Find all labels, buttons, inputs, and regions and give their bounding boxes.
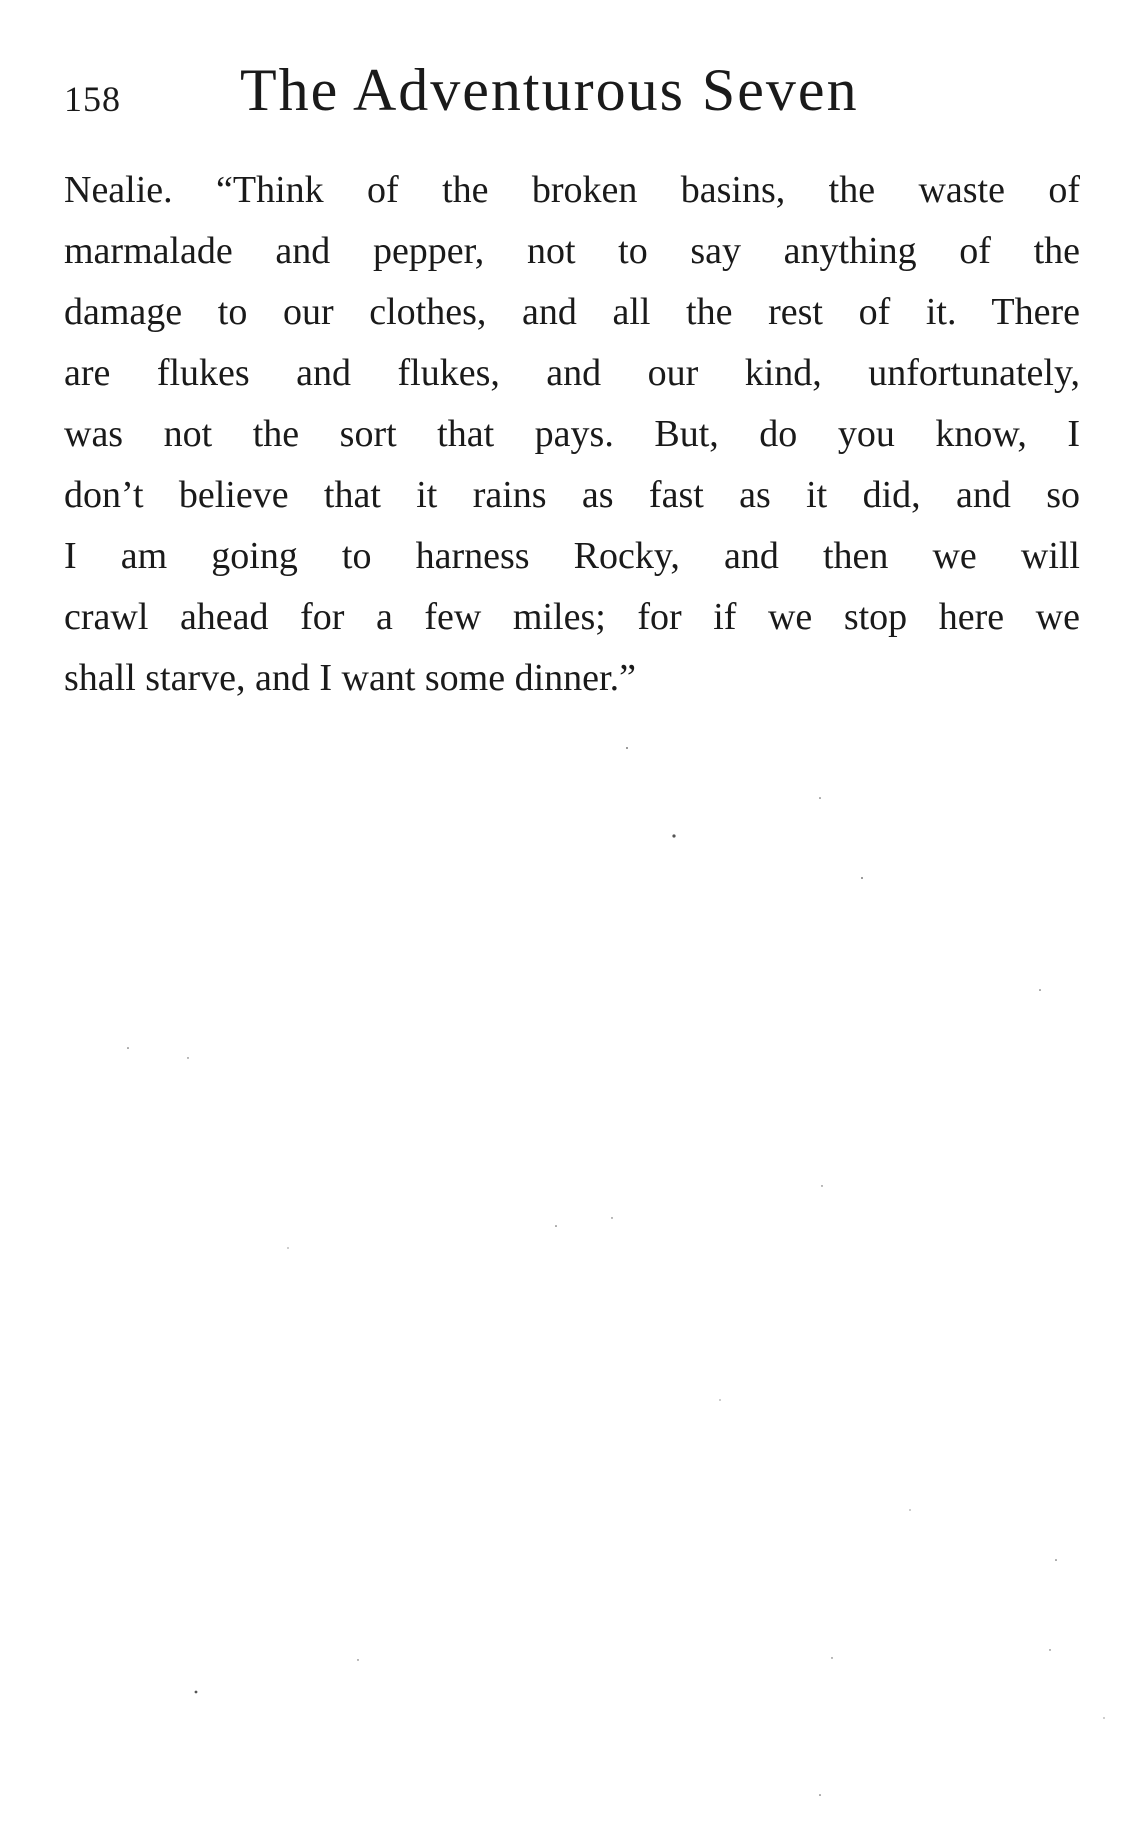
text-line: Nealie. “Think of the broken basins, the waste of [64,169,1080,211]
running-title: The Adventurous Seven [240,57,859,123]
text-line: are flukes and flukes, and our kind, unfortunately, [64,352,1080,394]
text-line: I am going to harness Rocky, and then we will [64,535,1080,577]
text-line: shall starve, and I want some dinner.” [64,657,636,699]
text-line: marmalade and pepper, not to say anything of the [64,230,1080,272]
text-line: crawl ahead for a few miles; for if we stop here we [64,596,1080,638]
body-paragraph [64,160,1080,709]
page-number: 158 [64,79,121,119]
text-line: was not the sort that pays. But, do you know, I [64,413,1080,455]
text-line: don’t believe that it rains as fast as it did, and so [64,474,1080,516]
text-line: damage to our clothes, and all the rest of it. There [64,291,1080,333]
page-header [64,56,1084,136]
